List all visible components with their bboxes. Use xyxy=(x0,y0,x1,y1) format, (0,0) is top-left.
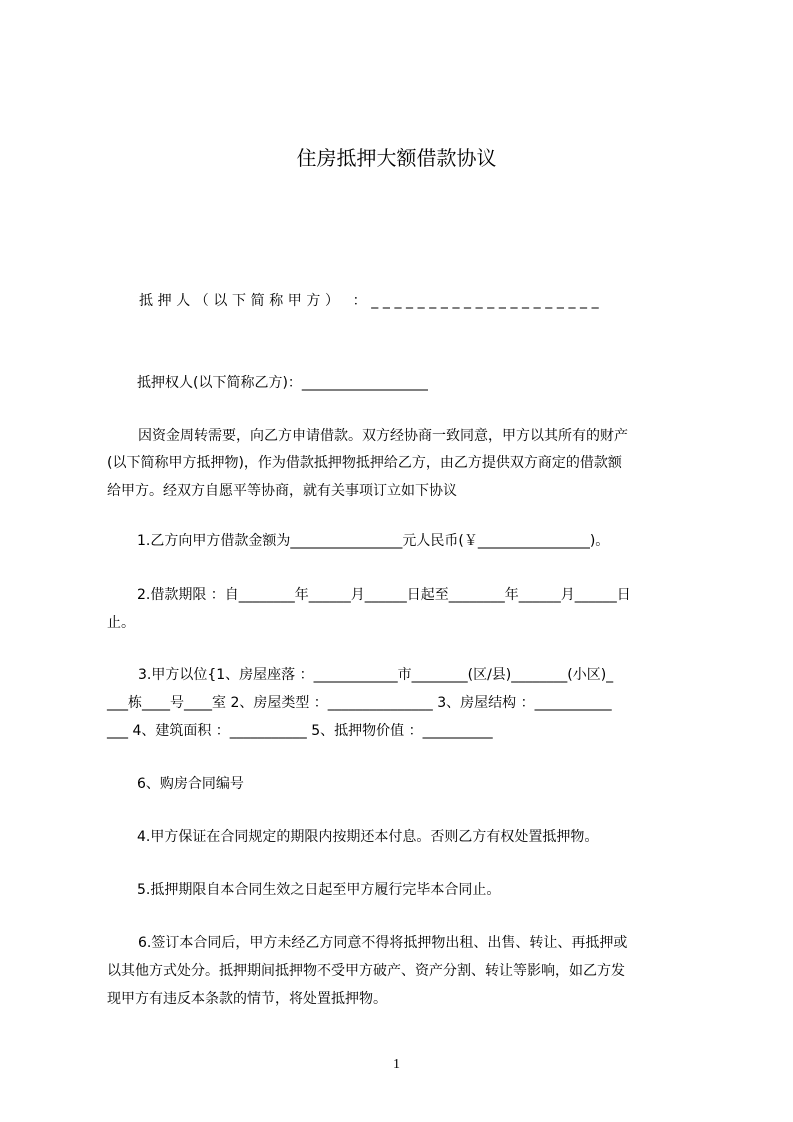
clause-6-line-1: 6.签订本合同后，甲方未经乙方同意不得将抵押物出租、出售、转让、再抵押或 xyxy=(138,935,628,951)
clause-2-line-1: 2.借款期限 ：自________年______月______日起至________年______月______日 xyxy=(137,587,631,603)
intro-line-3: 给甲方。经双方自愿平等协商，就有关事项订立如下协议 xyxy=(107,483,457,499)
party-b-line: 抵押权人(以下简称乙方)：__________________ xyxy=(137,375,428,391)
clause-4: 4.甲方保证在合同规定的期限内按期还本付息。否则乙方有权处置抵押物。 xyxy=(137,829,599,845)
clause-6-line-3: 现甲方有违反本条款的情节，将处置抵押物。 xyxy=(107,991,387,1007)
clause-2-line-2: 止。 xyxy=(107,615,135,631)
clause-1: 1.乙方向甲方借款金额为________________元人民币(￥________________)。 xyxy=(137,533,610,549)
clause-3-item-6: 6、购房合同编号 xyxy=(137,776,244,792)
clause-3-line-3: ___ 4、建筑面积 ：___________ 5、抵押物价值 ：__________ xyxy=(107,723,493,739)
party-a-line: 抵押人（以下简称甲方） ：____________________ xyxy=(139,293,604,309)
intro-line-2: (以下简称甲方抵押物)，作为借款抵押物抵押给乙方，由乙方提供双方商定的借款额 xyxy=(107,455,622,471)
intro-line-1: 因资金周转需要，向乙方申请借款。双方经协商一致同意，甲方以其所有的财产 xyxy=(138,428,628,444)
document-title: 住房抵押大额借款协议 xyxy=(296,146,497,170)
clause-3-line-1: 3.甲方以位{1、房屋座落 ：____________市________(区/县)________(小区)_ xyxy=(138,667,614,683)
page-number: 1 xyxy=(393,1057,400,1072)
clause-6-line-2: 以其他方式处分。抵押期间抵押物不受甲方破产、资产分割、转让等影响，如乙方发 xyxy=(107,963,625,979)
clause-3-line-2: ___栋____号____室 2、房屋类型 ：_______________ 3、房屋结构 ：___________ xyxy=(107,695,612,711)
clause-5: 5.抵押期限自本合同生效之日起至甲方履行完毕本合同止。 xyxy=(137,882,501,898)
